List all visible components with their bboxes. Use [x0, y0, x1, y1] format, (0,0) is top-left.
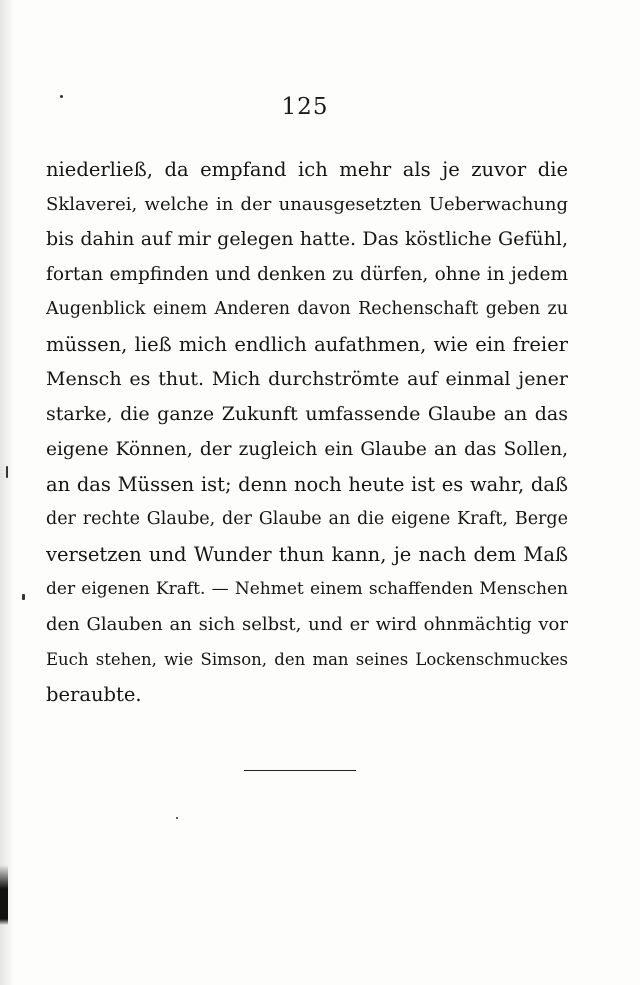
text-line: müssen, ließ mich endlich aufathmen, wie ein freier	[46, 333, 568, 356]
scan-binding-mark	[0, 865, 8, 925]
scan-speck	[176, 817, 178, 819]
text-line: eigene Können, der zugleich ein Glaube an das Sollen,	[46, 439, 568, 460]
text-line: Euch stehen, wie Simson, den man seines Lockenschmuckes	[46, 650, 568, 669]
text-line-last: beraubte.	[46, 683, 142, 706]
scan-edge-shadow	[0, 0, 14, 985]
text-line: fortan empfinden und denken zu dürfen, ohne in jedem	[46, 264, 568, 285]
page-number: 125	[281, 94, 329, 120]
section-end-rule	[244, 770, 356, 771]
text-line: der eigenen Kraft. — Nehmet einem schaffenden Menschen	[46, 579, 568, 599]
body-paragraph	[46, 152, 568, 712]
text-line: versetzen und Wunder thun kann, je nach dem Maß	[46, 543, 568, 566]
text-line: Augenblick einem Anderen davon Rechenschaft geben zu	[46, 299, 568, 319]
text-line: der rechte Glaube, der Glaube an die eigene Kraft, Berge	[46, 509, 568, 529]
scan-speck	[6, 466, 8, 478]
text-line: an das Müssen ist; denn noch heute ist es wahr, daß	[46, 473, 568, 496]
text-line: bis dahin auf mir gelegen hatte. Das köstliche Gefühl,	[46, 228, 568, 250]
text-line: Sklaverei, welche in der unausgesetzten Ueberwachung	[46, 194, 568, 215]
scan-speck	[22, 594, 25, 600]
text-line: starke, die ganze Zukunft umfassende Glaube an das	[46, 403, 568, 425]
text-line: Mensch es thut. Mich durchströmte auf einmal jener	[46, 368, 568, 390]
text-line: den Glauben an sich selbst, und er wird ohnmächtig vor	[46, 614, 568, 635]
text-line: niederließ, da empfand ich mehr als je zuvor die	[46, 158, 568, 181]
